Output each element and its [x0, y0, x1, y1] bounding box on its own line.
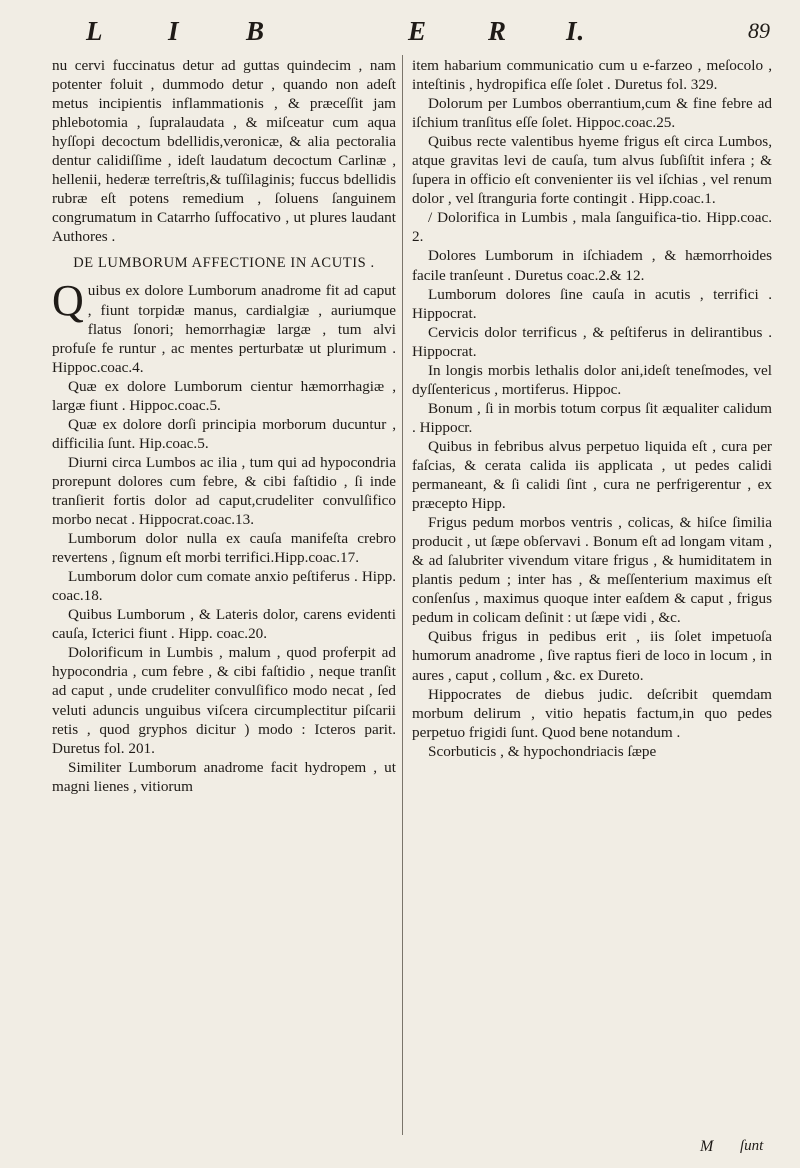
- left-paragraph-2-text: uibus ex dolore Lumborum anadrome fit ad caput , fiunt torpidæ manus, cardialgiæ , auriumque flatus ſonori; hemorrhagiæ largæ , tum alvi profuſe fe runtur , ac mentes perturbatæ ut plurimum . Hippoc.coac.4.: [52, 282, 396, 376]
- page-number: 89: [748, 18, 770, 43]
- right-paragraph-11: Frigus pedum morbos ventris , colicas, & hiſce ſimilia producit , ut ſæpe obſervavi . Bonum eſt ad longam vitam , & ad ſalubriter vivendum vitare frigus , & humiditatem in plantis pedum ; inter has , & meſſenterium maximus eſt conſenſus , maximus quoque inter eaſdem & caput , frigus pedum in colicam deſinit : ut ſæpe vidi , &c.: [412, 514, 772, 627]
- left-paragraph-5: Diurni circa Lumbos ac ilia , tum qui ad hypocondria prorepunt dolores cum febre, & cibi faſtidio , ſi inde tranſierit fortis dolor ad caput,crudeliter convulſifico morbo necat . Hippocrat.coac.13.: [52, 453, 396, 529]
- column-divider: [402, 55, 403, 1135]
- left-paragraph-3: Quæ ex dolore Lumborum cientur hæmorrhagiæ , largæ fiunt . Hippoc.coac.5.: [52, 377, 396, 414]
- header-letter-2: I: [168, 16, 180, 46]
- left-paragraph-8: Quibus Lumborum , & Lateris dolor, carens evidenti cauſa, Icterici fiunt . Hipp. coac.20.: [52, 606, 396, 643]
- right-paragraph-2: Dolorum per Lumbos oberrantium,cum & fine febre ad iſchium tranſitus eſſe ſolet. Hippoc.coac.25.: [412, 95, 772, 132]
- left-paragraph-2: [52, 276, 396, 376]
- header-letter-4: E: [408, 16, 428, 46]
- header-letter-5: R: [488, 16, 508, 46]
- right-paragraph-12: Quibus frigus in pedibus erit , iis ſolet impetuoſa humorum anadrome , ſive raptus fieri de loco in locum , in aures , caput , collum , &c. ex Dureto.: [412, 628, 772, 684]
- catchword: ſunt: [740, 1138, 764, 1154]
- running-header: [0, 8, 800, 52]
- drop-capital: Q: [52, 276, 84, 326]
- left-paragraph-7: Lumborum dolor cum comate anxio peſtiferus . Hipp. coac.18.: [52, 568, 396, 605]
- right-paragraph-10: Quibus in febribus alvus perpetuo liquida eſt , cura per faſcias, & cerata calida iis applicata , ut pedes calidi permaneant, & ſi calidi ſint , cura ne perfrigerentur , ex præcepto Hipp.: [412, 437, 772, 513]
- header-letter-1: L: [86, 16, 104, 46]
- right-paragraph-13: Hippocrates de diebus judic. deſcribit quemdam morbum delirum , vitio hepatis factum,in quo pedes perpetuo frigidi ſunt. Quod bene notandum .: [412, 685, 772, 741]
- left-paragraph-9: Dolorificum in Lumbis , malum , quod proferpit ad hypocondria , cum febre , & cibi faſtidio , neque tranſit ad caput , unde crudeliter convulſifico modo necat , ſed veluti aduncis unguibus viſcera circumplectitur piſcarii retis , quod gryphos dicitur ) modo : Icteros parit. Duretus fol. 201.: [52, 644, 396, 757]
- left-paragraph-6: Lumborum dolor nulla ex cauſa manifeſta crebro revertens , ſignum eſt morbi terrifici.Hipp.coac.17.: [52, 530, 396, 567]
- right-paragraph-4: / Dolorifica in Lumbis , mala ſanguifica-tio. Hipp.coac. 2.: [412, 209, 772, 246]
- right-paragraph-3: Quibus recte valentibus hyeme frigus eſt circa Lumbos, atque gravitas levi de cauſa, tum alvus ſubſiſtit infera ; & ſupera in officio eſt convenienter iis vel iſchias , vel renum dolor , vel ſtranguria forte contingit . Hipp.coac.1.: [412, 133, 772, 208]
- section-heading: DE LUMBORUM AFFECTIONE IN ACUTIS .: [73, 255, 375, 272]
- left-column: [52, 56, 396, 796]
- header-letter-6: I.: [566, 16, 586, 46]
- right-paragraph-1: item habarium communicatio cum u e-farzeo , meſocolo , inteſtinis , hydropifica eſſe ſolet . Duretus fol. 329.: [412, 57, 772, 94]
- right-paragraph-14: Scorbuticis , & hypochondriacis ſæpe: [428, 742, 657, 760]
- right-paragraph-8: In longis morbis lethalis dolor ani,ideſt teneſmodes, vel dyſſentericus , mortiferus. Hippoc.: [412, 361, 772, 398]
- signature-mark: M: [700, 1138, 714, 1155]
- left-paragraph-10: Similiter Lumborum anadrome facit hydropem , ut magni lienes , vitiorum: [52, 758, 396, 795]
- right-column: [412, 56, 772, 761]
- left-paragraph-4: Quæ ex dolore dorſi principia morborum ducuntur , difficilia ſunt. Hip.coac.5.: [52, 415, 396, 452]
- right-paragraph-7: Cervicis dolor terrificus , & peſtiferus in delirantibus . Hippocrat.: [412, 323, 772, 360]
- right-paragraph-5: Dolores Lumborum in iſchiadem , & hæmorrhoides facile tranſeunt . Duretus coac.2.& 12.: [412, 247, 772, 284]
- right-paragraph-9: Bonum , ſi in morbis totum corpus ſit æqualiter calidum . Hippocr.: [412, 399, 772, 436]
- header-letter-3: B: [246, 16, 266, 46]
- left-paragraph-1: nu cervi fuccinatus detur ad guttas quindecim , nam potenter foluit , dummodo detur , quando non adeſt metus incipientis inflammationis , & præceſſit jam phlebotomia , ſupralaudata , & miſceatur cum aqua hyſſopi decoctum bdellidis,veronicæ, & alia pectoralia dentur calidiſſime , ideſt laudatum decoctum Carlinæ , hellenii, hederæ terreſtris,& tuſſilaginis; fuccus bdellidis rubræ eſt potens remedium , ſoluens ſanguinem congrumatum in Catarrho ſuffocativo , ut plures laudant Authores .: [52, 57, 396, 246]
- right-paragraph-6: Lumborum dolores ſine cauſa in acutis , terrifici . Hippocrat.: [412, 285, 772, 322]
